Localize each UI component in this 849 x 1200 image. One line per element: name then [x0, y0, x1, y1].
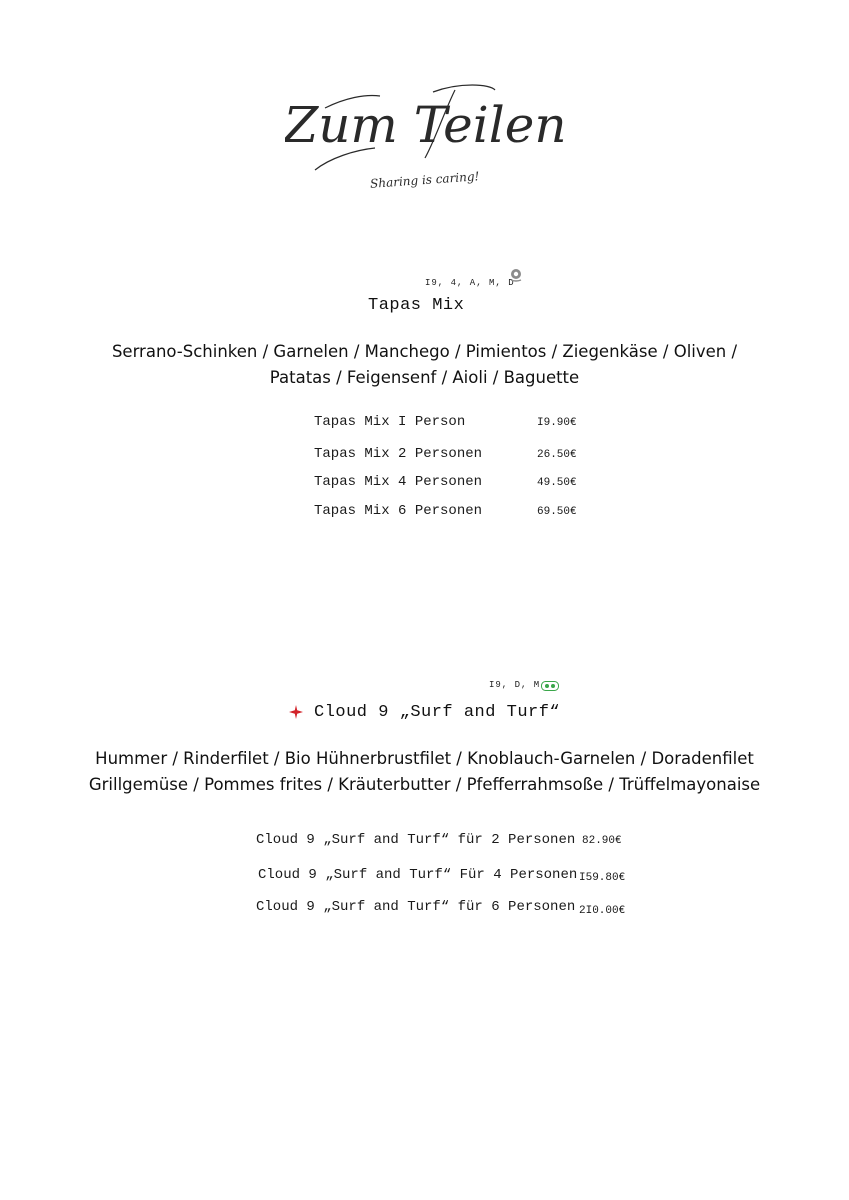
dish-title: Cloud 9 „Surf and Turf“	[314, 703, 561, 722]
pin-icon	[508, 267, 524, 283]
dish-description	[0, 339, 849, 391]
price-row-label: Cloud 9 „Surf and Turf“ für 2 Personen	[256, 832, 576, 848]
description-line: Grillgemüse / Pommes frites / Kräuterbutter / Pfefferrahmsoße / Trüffelmayonaise	[88, 775, 761, 794]
price-row-label: Cloud 9 „Surf and Turf“ für 6 Personen	[256, 899, 576, 915]
price-row-label: Tapas Mix 6 Personen	[314, 503, 483, 519]
allergen-codes: I9, 4, A, M, D	[425, 278, 515, 288]
price-row-value: 82.90€	[582, 835, 622, 847]
price-row-value: 49.50€	[537, 477, 577, 489]
description-line: Hummer / Rinderfilet / Bio Hühnerbrustfilet / Knoblauch-Garnelen / Doradenfilet	[95, 749, 754, 768]
menu-subtitle: Sharing is caring!	[369, 169, 480, 191]
description-line: Serrano-Schinken / Garnelen / Manchego / Pimientos / Ziegenkäse / Oliven /	[111, 342, 738, 361]
eco-badge-icon	[541, 678, 559, 688]
price-row-value: 26.50€	[537, 449, 577, 461]
dish-description	[0, 746, 849, 798]
allergen-codes: I9, D, M	[489, 680, 541, 690]
price-row-label: Tapas Mix I Person	[314, 414, 466, 430]
star-icon	[289, 705, 303, 719]
price-row-label: Cloud 9 „Surf and Turf“ Für 4 Personen	[258, 867, 578, 883]
price-row-value: I9.90€	[537, 417, 577, 429]
price-row-label: Tapas Mix 4 Personen	[314, 474, 483, 490]
price-row-value: I59.80€	[579, 872, 626, 884]
price-row-value: 69.50€	[537, 506, 577, 518]
description-line: Patatas / Feigensenf / Aioli / Baguette	[269, 368, 580, 387]
price-row-value: 2I0.00€	[579, 905, 626, 917]
menu-header-logo	[285, 70, 565, 200]
menu-title: Zum Teilen	[285, 96, 565, 154]
dish-title: Tapas Mix	[368, 296, 465, 315]
price-row-label: Tapas Mix 2 Personen	[314, 446, 483, 462]
